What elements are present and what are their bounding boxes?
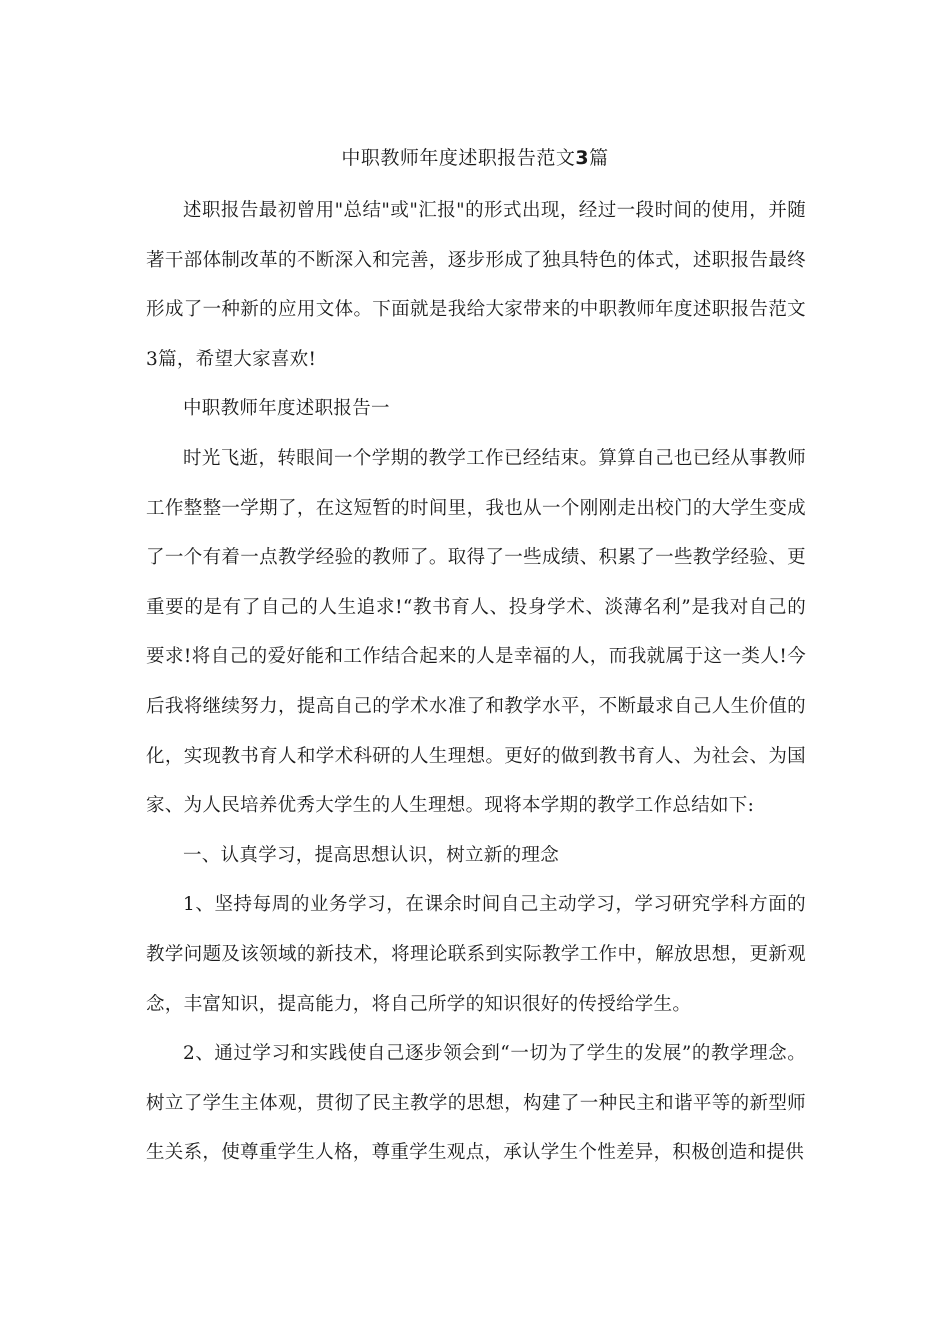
list-item-paragraph: 1、坚持每周的业务学习，在课余时间自己主动学习，学习研究学科方面的教学问题及该领域的新技术，将理论联系到实际教学工作中，解放思想，更新观念，丰富知识，提高能力，将自己所学的知识很好的传授给学生。 bbox=[146, 894, 806, 1015]
document-body bbox=[146, 186, 806, 1178]
intro-paragraph: 述职报告最初曾用"总结"或"汇报"的形式出现，经过一段时间的使用，并随著干部体制改革的不断深入和完善，逐步形成了独具特色的体式，述职报告最终形成了一种新的应用文体。下面就是我给大家带来的中职教师年度述职报告范文3篇，希望大家喜欢! bbox=[146, 200, 806, 370]
document-title bbox=[0, 144, 950, 172]
body-paragraph: 时光飞逝，转眼间一个学期的教学工作已经结束。算算自己也已经从事教师工作整整一学期了，在这短暂的时间里，我也从一个刚刚走出校门的大学生变成了一个有着一点教学经验的教师了。取得了一些成绩、积累了一些教学经验、更重要的是有了自己的人生追求!“教书育人、投身学术、淡薄名利”是我对自己的要求!将自己的爱好能和工作结合起来的人是幸福的人，而我就属于这一类人!今后我将继续努力，提高自己的学术水准了和教学水平，不断最求自己人生价值的化，实现教书育人和学术科研的人生理想。更好的做到教书育人、为社会、为国家、为人民培养优秀大学生的人生理想。现将本学期的教学工作总结如下: bbox=[146, 447, 806, 817]
title-suffix: 篇 bbox=[589, 147, 609, 169]
list-item-paragraph: 2、通过学习和实践使自己逐步领会到“一切为了学生的发展”的教学理念。树立了学生主体观，贯彻了民主教学的思想，构建了一种民主和谐平等的新型师生关系，使尊重学生人格，尊重学生观点，承认学生个性差异，积极创造和提供 bbox=[146, 1043, 806, 1164]
subsection-heading: 一、认真学习，提高思想认识，树立新的理念 bbox=[183, 844, 560, 866]
section-heading: 中职教师年度述职报告一 bbox=[183, 398, 390, 420]
title-number: 3 bbox=[575, 147, 590, 169]
title-text: 中职教师年度述职报告范文 bbox=[341, 147, 576, 169]
